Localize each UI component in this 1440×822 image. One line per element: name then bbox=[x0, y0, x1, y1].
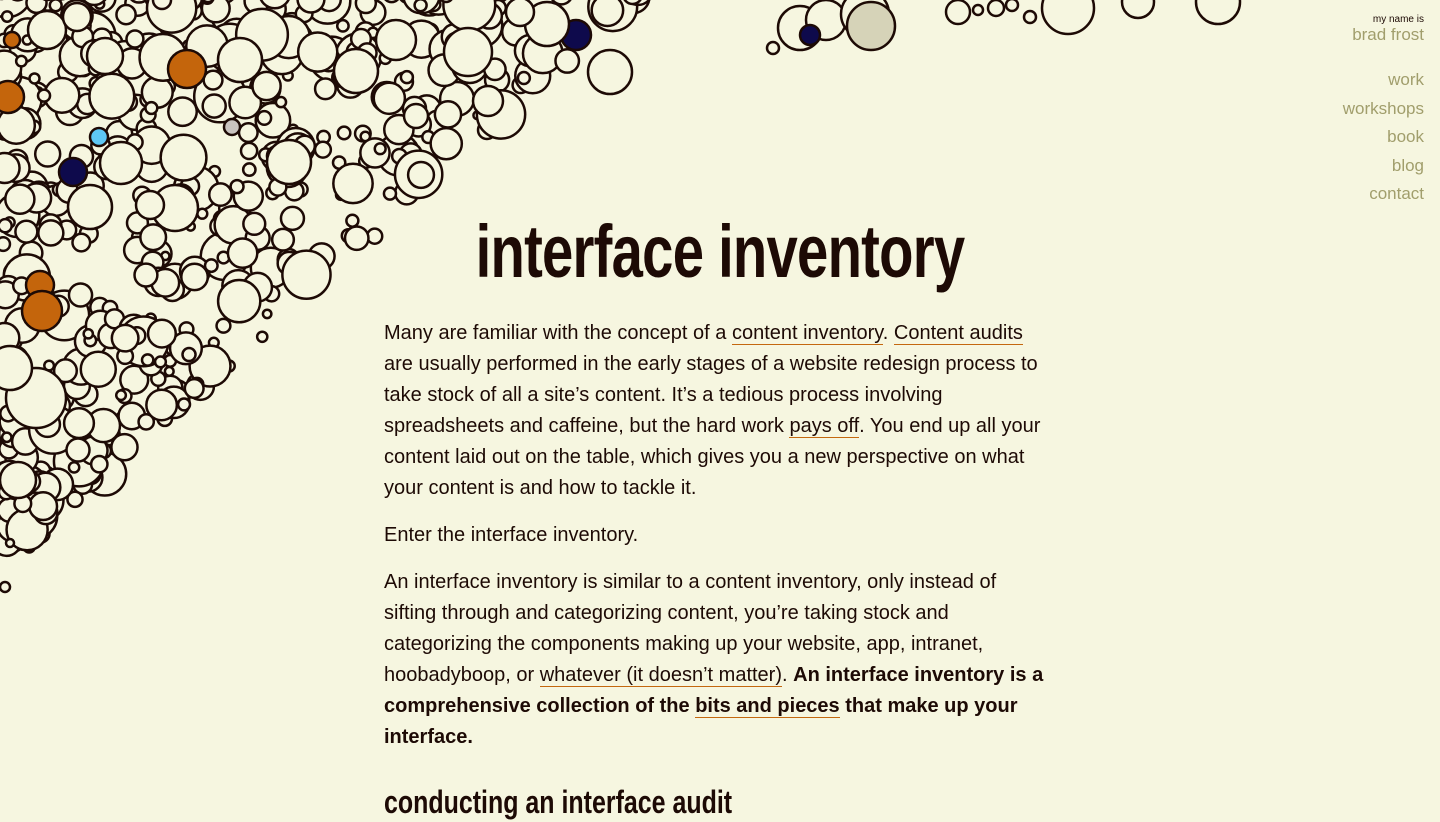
bubble bbox=[161, 135, 207, 181]
bubble bbox=[0, 346, 32, 390]
bubble bbox=[126, 31, 143, 48]
text-span: . bbox=[883, 322, 894, 344]
text-span: An interface inventory is a comprehensive collection of the bbox=[384, 664, 1043, 717]
bubble bbox=[84, 329, 93, 338]
bubble bbox=[431, 128, 462, 159]
nav-item-workshops[interactable]: workshops bbox=[1343, 95, 1424, 124]
pays-off-link[interactable]: pays off bbox=[789, 415, 859, 438]
bubble bbox=[146, 390, 176, 420]
nav-item-work[interactable]: work bbox=[1343, 66, 1424, 95]
bubble bbox=[0, 237, 10, 251]
bubble bbox=[90, 128, 108, 146]
bubble bbox=[0, 153, 20, 183]
text-span: . bbox=[782, 664, 793, 686]
bubble bbox=[136, 191, 164, 219]
bubble bbox=[444, 28, 492, 76]
bubble bbox=[258, 111, 272, 125]
bubble bbox=[338, 127, 351, 140]
bubble bbox=[69, 283, 92, 306]
bubble bbox=[145, 102, 157, 114]
bubble bbox=[168, 97, 196, 125]
whatever-link[interactable]: whatever (it doesn’t matter) bbox=[540, 664, 782, 687]
bubble bbox=[224, 119, 240, 135]
bubble bbox=[178, 398, 190, 410]
bubble bbox=[404, 104, 428, 128]
bubble bbox=[148, 320, 176, 348]
bubble bbox=[185, 379, 204, 398]
bubble bbox=[592, 0, 623, 26]
bubble bbox=[0, 462, 36, 498]
bubble bbox=[473, 86, 503, 116]
bubble bbox=[415, 0, 427, 11]
bubble bbox=[257, 332, 267, 342]
bubble bbox=[315, 79, 336, 100]
bubble bbox=[6, 539, 14, 547]
bubble bbox=[116, 390, 126, 400]
bubble bbox=[847, 2, 895, 50]
bubble bbox=[588, 50, 632, 94]
bubble bbox=[276, 97, 286, 107]
bubble bbox=[1006, 0, 1018, 11]
bubble bbox=[38, 220, 63, 245]
nav-item-contact[interactable]: contact bbox=[1343, 180, 1424, 209]
bubble bbox=[506, 0, 534, 26]
bubble bbox=[38, 90, 50, 102]
bubble bbox=[239, 123, 258, 142]
bubble bbox=[374, 83, 405, 114]
bubble bbox=[800, 25, 820, 45]
bubble bbox=[2, 11, 12, 21]
bubble bbox=[112, 325, 139, 352]
bubble bbox=[0, 81, 24, 113]
bubble bbox=[298, 32, 337, 71]
bubble bbox=[243, 163, 255, 175]
bubble bbox=[1122, 0, 1154, 18]
bubble bbox=[35, 142, 60, 167]
bubble bbox=[91, 456, 107, 472]
bubble bbox=[0, 582, 10, 592]
bubble bbox=[1042, 0, 1094, 34]
bubble bbox=[183, 348, 196, 361]
bubble bbox=[59, 158, 87, 186]
bubble bbox=[408, 162, 434, 188]
bubble bbox=[142, 354, 153, 365]
bubble bbox=[68, 185, 112, 229]
brand-tagline: my name is bbox=[1352, 14, 1424, 26]
nav-item-blog[interactable]: blog bbox=[1343, 152, 1424, 181]
bubble bbox=[334, 49, 378, 93]
bubble bbox=[203, 95, 226, 118]
bubble bbox=[356, 0, 376, 13]
content-audits-link[interactable]: Content audits bbox=[894, 322, 1023, 345]
bubble bbox=[28, 11, 66, 49]
bubble bbox=[30, 73, 40, 83]
brand-name-link[interactable]: brad frost bbox=[1352, 26, 1424, 44]
bubble bbox=[16, 56, 26, 66]
text-span: that make up your interface. bbox=[384, 695, 1018, 748]
main-nav bbox=[1343, 66, 1424, 209]
bubble bbox=[100, 142, 142, 184]
bubble bbox=[988, 0, 1004, 16]
bubble bbox=[767, 42, 779, 54]
bubble bbox=[5, 185, 34, 214]
bubble bbox=[518, 72, 530, 84]
bubble bbox=[135, 264, 158, 287]
bubble bbox=[376, 20, 416, 60]
bubble bbox=[375, 143, 386, 154]
bubble bbox=[973, 5, 983, 15]
bubble bbox=[1196, 0, 1240, 24]
bubble bbox=[209, 183, 231, 205]
bubble bbox=[63, 3, 91, 31]
nav-item-book[interactable]: book bbox=[1343, 123, 1424, 152]
bubble bbox=[267, 140, 311, 184]
paragraph-intro bbox=[384, 318, 1052, 504]
bubble bbox=[218, 38, 262, 82]
bubble bbox=[29, 492, 57, 520]
bubble bbox=[231, 180, 244, 193]
bubble bbox=[66, 438, 89, 461]
bubble bbox=[64, 408, 94, 438]
site-brand bbox=[1352, 14, 1424, 44]
bubble bbox=[401, 71, 413, 83]
bubble bbox=[153, 0, 171, 9]
content-inventory-link[interactable]: content inventory bbox=[732, 322, 883, 345]
text-span: are usually performed in the early stages of a website redesign process to take stock of all a site’s content. It’s a tedious process involving spreadsheets and caffeine, but the hard work bbox=[384, 353, 1038, 437]
bubble bbox=[263, 310, 271, 318]
bubble bbox=[241, 143, 257, 159]
bubble bbox=[168, 50, 206, 88]
bubble bbox=[22, 291, 62, 331]
bubble bbox=[384, 188, 396, 200]
bubble bbox=[383, 0, 400, 2]
section-heading: conducting an interface audit bbox=[384, 782, 732, 822]
bubble bbox=[315, 142, 331, 158]
page-title: interface inventory bbox=[173, 208, 1267, 296]
paragraph-definition bbox=[384, 567, 1052, 753]
bubble bbox=[0, 219, 12, 232]
bubble bbox=[15, 221, 37, 243]
article-body bbox=[384, 318, 1052, 769]
bubble bbox=[89, 74, 134, 119]
bubble bbox=[333, 164, 372, 203]
bubble bbox=[87, 38, 123, 74]
bubble bbox=[69, 462, 79, 472]
bubble bbox=[201, 0, 215, 2]
bubble bbox=[165, 367, 174, 376]
bubble bbox=[116, 5, 135, 24]
bubble bbox=[555, 49, 578, 72]
text-span: . You end up all your content laid out on the table, which gives you a new perspective on what your content is and how to tackle it. bbox=[384, 415, 1040, 499]
bubble bbox=[155, 357, 166, 368]
bubble bbox=[81, 352, 116, 387]
bubble bbox=[217, 319, 231, 333]
bubble bbox=[2, 433, 11, 442]
bubble bbox=[946, 0, 970, 24]
paragraph-enter: Enter the interface inventory. bbox=[384, 520, 1052, 551]
text-span: Many are familiar with the concept of a bbox=[384, 322, 732, 344]
bubble bbox=[4, 32, 20, 48]
bubble bbox=[1024, 11, 1036, 23]
bits-and-pieces-link[interactable]: bits and pieces bbox=[695, 695, 840, 718]
text-span: An interface inventory is similar to a content inventory, only instead of sifting through and categorizing content, you’re taking stock and categorizing the components making up your website, app, intranet, hoobadyboop, or bbox=[384, 571, 996, 686]
bubble bbox=[435, 101, 461, 127]
bubble bbox=[50, 0, 62, 11]
